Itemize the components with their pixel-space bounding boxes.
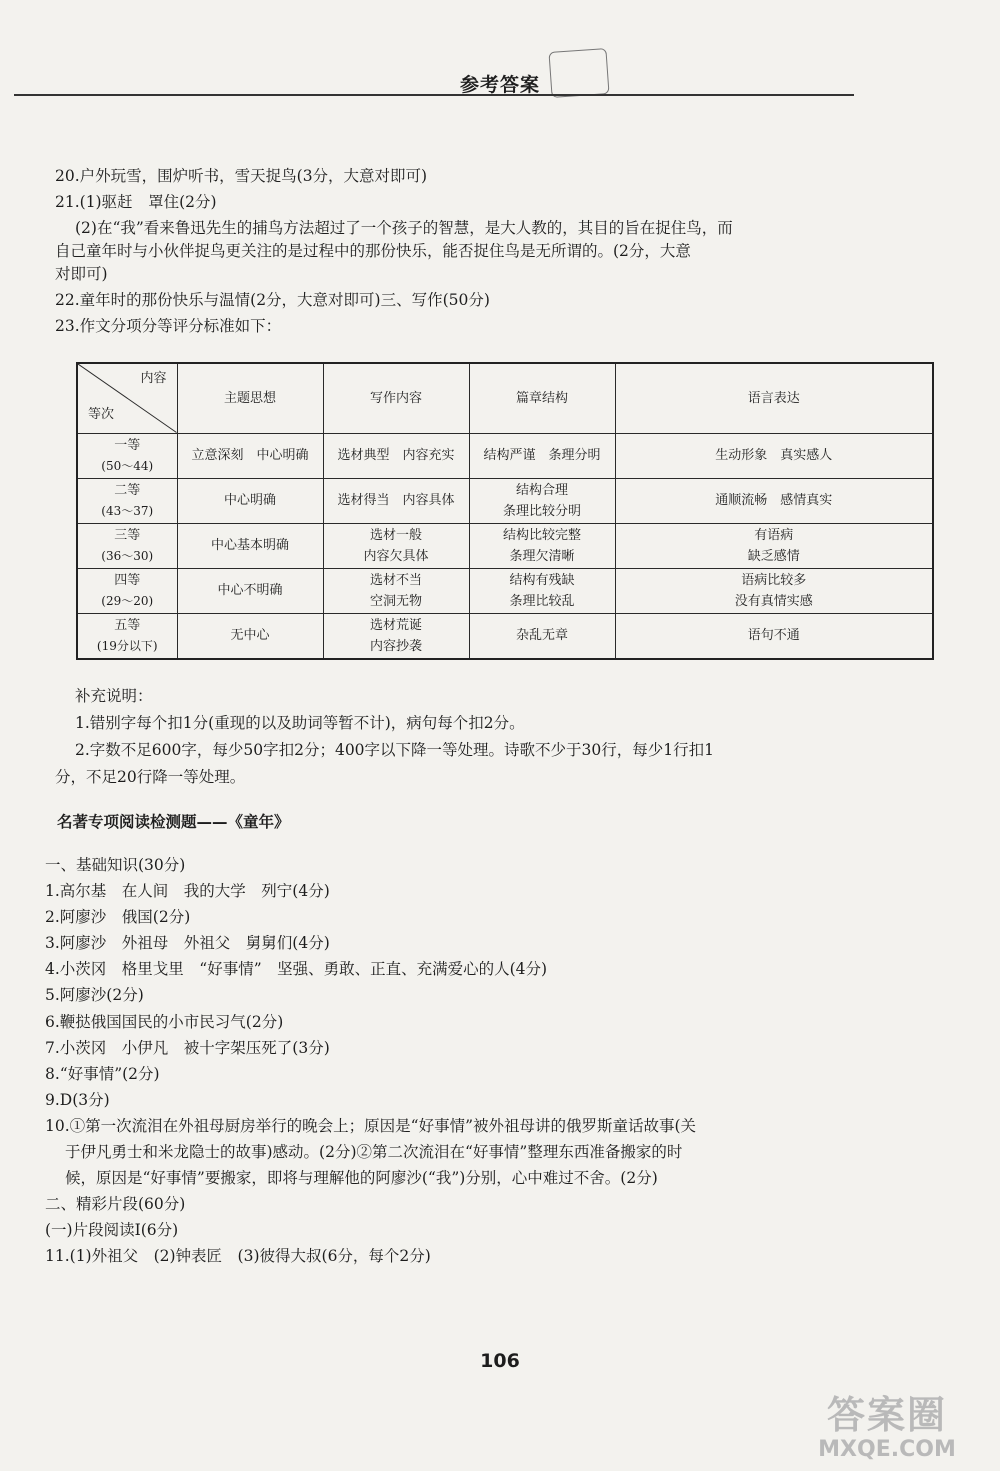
answer-line: 6.鞭挞俄国国民的小市民习气(2分): [45, 1012, 284, 1031]
header-rule: [14, 94, 854, 96]
rubric-cell: 中心不明确: [177, 568, 323, 613]
answer-line: 4.小茨冈 格里戈里 “好事情” 坚强、勇敢、正直、充满爱心的人(4分): [45, 960, 548, 979]
answer-line: 对即可): [55, 265, 108, 283]
answer-line: 10.①第一次流泪在外祖母厨房举行的晚会上；原因是“好事情”被外祖母讲的俄罗斯童话故事(关: [45, 1116, 697, 1135]
rubric-corner-cell: [77, 363, 177, 433]
supplement-block: [55, 683, 935, 791]
rubric-cell: 杂乱无章: [469, 613, 615, 659]
answer-line: 11.(1)外祖父 (2)钟表匠 (3)彼得大叔(6分，每个2分): [45, 1247, 431, 1266]
supplement-line: 分，不足20行降一等处理。: [55, 768, 246, 786]
header-title: 参考答案: [459, 74, 540, 96]
rubric-row: [77, 613, 933, 659]
rubric-cell: 中心基本明确: [177, 523, 323, 568]
rubric-cell: 立意深刻 中心明确: [177, 433, 323, 478]
answers-top-block: [55, 165, 935, 338]
answer-line: (一)片段阅读Ⅰ(6分): [45, 1221, 179, 1240]
answer-line: 3.阿廖沙 外祖母 外祖父 舅舅们(4分): [45, 934, 330, 953]
page-number: 106: [480, 1350, 520, 1372]
rubric-cell: 无中心: [177, 613, 323, 659]
grade-range: (43～37): [101, 503, 154, 518]
answer-line: 7.小茨冈 小伊凡 被十字架压死了(3分): [45, 1038, 330, 1057]
corner-top-label: 内容: [140, 371, 167, 386]
watermark-logo: [792, 1393, 982, 1463]
rubric-cell: 结构合理 条理比较分明: [469, 478, 615, 523]
grade-range: (29～20): [101, 593, 154, 608]
supplement-line: 2.字数不足600字，每少50字扣2分；400字以下降一等处理。诗歌不少于30行，每少1行扣1: [75, 741, 714, 759]
rubric-cell: 结构有残缺 条理比较乱: [469, 568, 615, 613]
rubric-cell: 语病比较多 没有真情实感: [615, 568, 933, 613]
rubric-header: 主题思想: [177, 363, 323, 433]
supplement-line: 1.错别字每个扣1分(重现的以及助词等暂不计)，病句每个扣2分。: [75, 714, 525, 732]
grade-range: (19分以下): [96, 638, 158, 653]
answers-bottom-block: [45, 852, 945, 1270]
answer-line: 21.(1)驱赶 罩住(2分): [55, 193, 217, 211]
rubric-header-row: [77, 363, 933, 433]
rubric-header: 写作内容: [323, 363, 469, 433]
rubric-cell: 有语病 缺乏感情: [615, 523, 933, 568]
answer-line: 一、基础知识(30分): [45, 856, 186, 874]
rubric-header: 语言表达: [615, 363, 933, 433]
rubric-cell: 选材得当 内容具体: [323, 478, 469, 523]
rubric-row: [77, 433, 933, 478]
watermark-text: 答案圈: [826, 1393, 947, 1437]
rubric-row: [77, 568, 933, 613]
header-stamp: [548, 48, 609, 98]
grade-range: (36～30): [101, 548, 154, 563]
grade-cell: [77, 613, 177, 659]
answer-line: 2.阿廖沙 俄国(2分): [45, 908, 191, 927]
grade-name: 五等: [114, 617, 141, 633]
rubric-row: [77, 523, 933, 568]
grade-cell: [77, 568, 177, 613]
rubric-cell: 结构比较完整 条理欠清晰: [469, 523, 615, 568]
grade-cell: [77, 478, 177, 523]
corner-bottom-label: 等次: [88, 406, 115, 422]
answer-line: 20.户外玩雪，围炉听书，雪天捉鸟(3分，大意对即可): [55, 167, 428, 185]
answer-line: 9.D(3分): [45, 1090, 110, 1109]
answer-line: 5.阿廖沙(2分): [45, 986, 144, 1005]
answer-line: 23.作文分项分等评分标准如下：: [55, 317, 282, 335]
watermark-url: MXQE.COM: [818, 1437, 956, 1462]
answer-line: 22.童年时的那份快乐与温情(2分，大意对即可)三、写作(50分): [55, 291, 490, 309]
rubric-cell: 通顺流畅 感情真实: [615, 478, 933, 523]
answer-line: 于伊凡勇士和米龙隐士的故事)感动。(2分)②第二次流泪在“好事情”整理东西准备搬家的时: [65, 1143, 683, 1162]
rubric-cell: 选材典型 内容充实: [323, 433, 469, 478]
rubric-cell: 选材荒诞 内容抄袭: [323, 613, 469, 659]
rubric-cell: 生动形象 真实感人: [615, 433, 933, 478]
grade-range: (50～44): [101, 458, 154, 473]
rubric-row: [77, 478, 933, 523]
answer-line: 8.“好事情”(2分): [45, 1064, 160, 1083]
grade-name: 三等: [114, 527, 141, 543]
answer-line: 1.高尔基 在人间 我的大学 列宁(4分): [45, 882, 330, 901]
answer-line: 自己童年时与小伙伴捉鸟更关注的是过程中的那份快乐，能否捉住鸟是无所谓的。(2分，大意: [55, 242, 691, 260]
scoring-rubric-table: [76, 362, 934, 660]
rubric-cell: 结构严谨 条理分明: [469, 433, 615, 478]
supplement-heading: 补充说明：: [75, 687, 153, 705]
rubric-cell: 选材一般 内容欠具体: [323, 523, 469, 568]
section-title: 名著专项阅读检测题——《童年》: [57, 813, 290, 831]
grade-cell: [77, 433, 177, 478]
answer-line: 候，原因是“好事情”要搬家，即将与理解他的阿廖沙(“我”)分别，心中难过不舍。(2分): [65, 1169, 658, 1188]
answer-line: 二、精彩片段(60分): [45, 1195, 186, 1214]
grade-name: 一等: [114, 437, 141, 453]
rubric-cell: 中心明确: [177, 478, 323, 523]
grade-cell: [77, 523, 177, 568]
rubric-cell: 语句不通: [615, 613, 933, 659]
grade-name: 二等: [114, 482, 141, 498]
rubric-cell: 选材不当 空洞无物: [323, 568, 469, 613]
answer-line: (2)在“我”看来鲁迅先生的捕鸟方法超过了一个孩子的智慧，是大人教的，其目的旨在捉住鸟，而: [75, 219, 733, 237]
grade-name: 四等: [114, 572, 141, 588]
rubric-header: 篇章结构: [469, 363, 615, 433]
